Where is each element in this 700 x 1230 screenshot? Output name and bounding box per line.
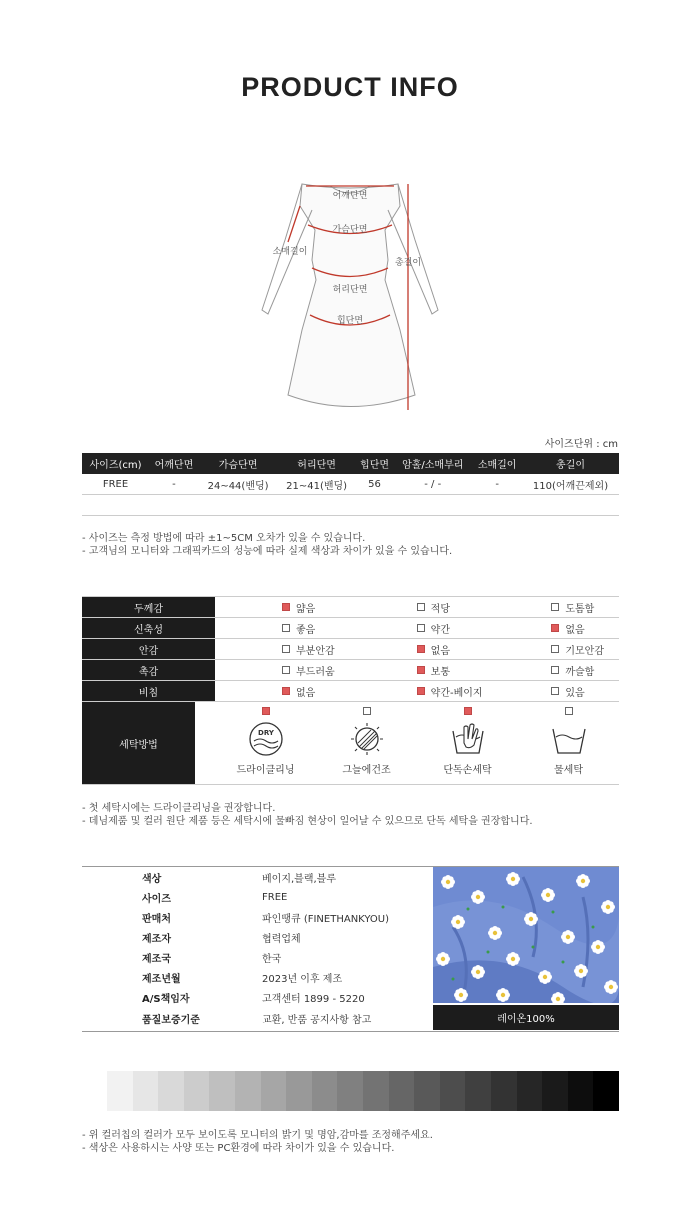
attr-label: 세탁방법 bbox=[82, 702, 195, 784]
attr-row-stretch bbox=[82, 618, 619, 639]
info-label: 제조국 bbox=[142, 953, 171, 965]
table-row-empty bbox=[82, 495, 619, 516]
fabric-swatch-image bbox=[433, 867, 619, 1003]
option-label: 보통 bbox=[430, 666, 450, 678]
floral-fabric-pattern bbox=[433, 867, 619, 1003]
option-label: 도톰함 bbox=[565, 603, 595, 615]
gray-chip bbox=[133, 1071, 159, 1111]
attr-option bbox=[484, 597, 619, 617]
info-value: 고객센터 1899 - 5220 bbox=[262, 993, 365, 1005]
wash-label: 단독손세탁 bbox=[443, 765, 492, 776]
info-row bbox=[82, 927, 432, 947]
info-label: 사이즈 bbox=[142, 893, 171, 905]
info-value: 파인땡큐 (FINETHANKYOU) bbox=[262, 913, 390, 925]
sleeve-label: 소매길이 bbox=[272, 247, 308, 257]
gray-chip bbox=[389, 1071, 415, 1111]
checkbox-unchecked bbox=[417, 624, 425, 632]
gray-chip bbox=[209, 1071, 235, 1111]
table-cell: - / - bbox=[393, 474, 472, 495]
wash-label: 그늘에건조 bbox=[342, 765, 391, 776]
attr-option bbox=[350, 660, 485, 680]
checkbox-unchecked bbox=[363, 707, 371, 715]
checkbox-unchecked bbox=[565, 707, 573, 715]
checkbox-checked bbox=[464, 707, 472, 715]
attr-row-washing bbox=[82, 702, 619, 785]
attr-label: 안감 bbox=[82, 639, 215, 659]
wash-item-shade-dry bbox=[316, 702, 417, 784]
info-row bbox=[82, 947, 432, 967]
option-label: 약간 bbox=[430, 624, 450, 636]
checkbox-checked bbox=[417, 687, 425, 695]
option-label: 까슬함 bbox=[565, 666, 595, 678]
gray-chip bbox=[158, 1071, 184, 1111]
info-label: 색상 bbox=[142, 873, 162, 885]
note-line: - 위 컬러칩의 컬러가 모두 보이도록 모니터의 밝기 및 명암,감마를 조정해주세요. bbox=[82, 1130, 433, 1141]
checkbox-unchecked bbox=[551, 687, 559, 695]
checkbox-unchecked bbox=[282, 624, 290, 632]
attr-option bbox=[350, 639, 485, 659]
color-notes bbox=[82, 1129, 433, 1155]
checkbox-unchecked bbox=[282, 666, 290, 674]
table-cell: 110(어깨끈제외) bbox=[522, 474, 619, 495]
attr-option bbox=[484, 681, 619, 701]
info-value: 베이지,블랙,블루 bbox=[262, 873, 336, 885]
option-label: 없음 bbox=[430, 645, 450, 657]
gray-chip bbox=[107, 1071, 133, 1111]
info-label: 판매처 bbox=[142, 913, 171, 925]
dress-measurement-diagram bbox=[250, 170, 450, 420]
hip-header: 힙단면 bbox=[356, 453, 393, 474]
gray-chip bbox=[312, 1071, 338, 1111]
gray-chip bbox=[286, 1071, 312, 1111]
info-row bbox=[82, 867, 432, 887]
info-value: 교환, 반품 공지사항 참고 bbox=[262, 1014, 372, 1026]
info-value: FREE bbox=[262, 891, 288, 903]
note-line: - 데님제품 및 컬러 원단 제품 등은 세탁시에 물빠짐 현상이 일어날 수 있으므로 단독 세탁을 권장합니다. bbox=[82, 816, 533, 827]
note-line: - 색상은 사용하시는 사양 또는 PC환경에 따라 차이가 있을 수 있습니다. bbox=[82, 1143, 395, 1154]
info-row bbox=[82, 907, 432, 927]
attr-option bbox=[484, 618, 619, 638]
option-label: 있음 bbox=[565, 687, 585, 699]
info-row bbox=[82, 1008, 432, 1028]
attr-row-sheer bbox=[82, 681, 619, 702]
checkbox-checked bbox=[262, 707, 270, 715]
attr-label: 두께감 bbox=[82, 597, 215, 617]
checkbox-checked bbox=[417, 666, 425, 674]
note-line: - 사이즈는 측정 방법에 따라 ±1~5CM 오차가 있을 수 있습니다. bbox=[82, 533, 366, 544]
option-label: 약간-베이지 bbox=[430, 687, 483, 699]
dry-text: DRY bbox=[257, 729, 274, 737]
attr-option bbox=[215, 597, 350, 617]
gray-chip bbox=[235, 1071, 261, 1111]
attr-row-thickness bbox=[82, 596, 619, 618]
waist-label: 허리단면 bbox=[332, 285, 368, 295]
table-cell: - bbox=[472, 474, 522, 495]
gray-chip bbox=[465, 1071, 491, 1111]
size-header: 사이즈(cm) bbox=[82, 453, 149, 474]
option-label: 없음 bbox=[565, 624, 585, 636]
attr-option bbox=[484, 660, 619, 680]
product-info-table bbox=[82, 866, 619, 1032]
option-label: 없음 bbox=[296, 687, 316, 699]
gray-chip bbox=[593, 1071, 619, 1111]
option-label: 기모안감 bbox=[565, 645, 604, 657]
page-title: PRODUCT INFO bbox=[241, 72, 459, 102]
gray-chip bbox=[568, 1071, 594, 1111]
info-value: 2023년 이후 제조 bbox=[262, 973, 343, 985]
attr-option bbox=[215, 681, 350, 701]
option-label: 부드러움 bbox=[296, 666, 335, 678]
gray-scale-chip bbox=[107, 1071, 619, 1111]
size-table bbox=[82, 453, 619, 516]
checkbox-checked bbox=[282, 687, 290, 695]
info-label: 품질보증기준 bbox=[142, 1014, 200, 1026]
table-cell: 21~41(밴딩) bbox=[277, 474, 356, 495]
wash-item-dry-clean bbox=[215, 702, 316, 784]
attr-row-lining bbox=[82, 639, 619, 660]
table-cell: 24~44(밴딩) bbox=[199, 474, 278, 495]
checkbox-unchecked bbox=[417, 603, 425, 611]
table-cell: FREE bbox=[82, 474, 149, 495]
gray-chip bbox=[517, 1071, 543, 1111]
table-row bbox=[82, 474, 619, 495]
note-line: - 고객님의 모니터와 그래픽카드의 성능에 따라 실제 색상과 차이가 있을 수 있습니다. bbox=[82, 546, 453, 557]
info-row bbox=[82, 887, 432, 907]
checkbox-checked bbox=[282, 603, 290, 611]
water-wash-icon bbox=[551, 721, 587, 757]
option-label: 얇음 bbox=[296, 603, 316, 615]
info-row bbox=[82, 967, 432, 987]
fabric-attributes bbox=[82, 596, 619, 785]
attr-option bbox=[350, 597, 485, 617]
attr-option bbox=[215, 660, 350, 680]
attr-option bbox=[484, 639, 619, 659]
info-value: 협력업체 bbox=[262, 933, 301, 945]
info-label: A/S책임자 bbox=[142, 993, 190, 1005]
info-label: 제조자 bbox=[142, 933, 171, 945]
checkbox-unchecked bbox=[551, 666, 559, 674]
attr-label: 신축성 bbox=[82, 618, 215, 638]
option-label: 좋음 bbox=[296, 624, 316, 636]
size-notes bbox=[82, 532, 452, 558]
attr-label: 촉감 bbox=[82, 660, 215, 680]
shoulder-label: 어깨단면 bbox=[332, 191, 368, 201]
attr-option bbox=[215, 618, 350, 638]
sleeve-header: 소매길이 bbox=[472, 453, 522, 474]
gray-chip bbox=[184, 1071, 210, 1111]
gray-chip bbox=[542, 1071, 568, 1111]
option-label: 적당 bbox=[430, 603, 450, 615]
checkbox-unchecked bbox=[551, 603, 559, 611]
gray-chip bbox=[440, 1071, 466, 1111]
fabric-composition-label: 레이온100% bbox=[433, 1005, 619, 1030]
gray-chip bbox=[363, 1071, 389, 1111]
table-cell: 56 bbox=[356, 474, 393, 495]
chest-label: 가슴단면 bbox=[332, 225, 368, 235]
total-length-header: 총길이 bbox=[522, 453, 619, 474]
attr-option bbox=[350, 681, 485, 701]
shade-dry-icon bbox=[349, 721, 385, 757]
total-length-label: 총길이 bbox=[394, 258, 422, 268]
note-line: - 첫 세탁시에는 드라이클리닝을 권장합니다. bbox=[82, 803, 276, 814]
table-cell: - bbox=[149, 474, 199, 495]
info-row bbox=[82, 987, 432, 1007]
wash-notes bbox=[82, 802, 533, 828]
info-value: 한국 bbox=[262, 953, 282, 965]
wash-label: 물세탁 bbox=[554, 765, 583, 776]
checkbox-unchecked bbox=[282, 645, 290, 653]
hip-label: 힙단면 bbox=[336, 316, 364, 326]
waist-header: 허리단면 bbox=[277, 453, 356, 474]
option-label: 부분안감 bbox=[296, 645, 335, 657]
checkbox-checked bbox=[417, 645, 425, 653]
wash-item-water-wash bbox=[518, 702, 619, 784]
wash-item-hand-wash bbox=[417, 702, 518, 784]
dress-outline bbox=[262, 184, 438, 407]
wash-label: 드라이클리닝 bbox=[236, 765, 295, 776]
chest-header: 가슴단면 bbox=[199, 453, 278, 474]
shoulder-header: 어깨단면 bbox=[149, 453, 199, 474]
attr-option bbox=[215, 639, 350, 659]
gray-chip bbox=[261, 1071, 287, 1111]
size-unit: 사이즈단위 : cm bbox=[544, 439, 618, 450]
gray-chip bbox=[414, 1071, 440, 1111]
hand-wash-icon bbox=[450, 721, 486, 757]
attr-option bbox=[350, 618, 485, 638]
attr-label: 비침 bbox=[82, 681, 215, 701]
checkbox-checked bbox=[551, 624, 559, 632]
gray-chip bbox=[337, 1071, 363, 1111]
attr-row-touch bbox=[82, 660, 619, 681]
info-label: 제조년월 bbox=[142, 973, 181, 985]
dry-clean-icon bbox=[248, 721, 284, 757]
armhole-header: 암홀/소매부리 bbox=[393, 453, 472, 474]
gray-chip bbox=[491, 1071, 517, 1111]
checkbox-unchecked bbox=[551, 645, 559, 653]
